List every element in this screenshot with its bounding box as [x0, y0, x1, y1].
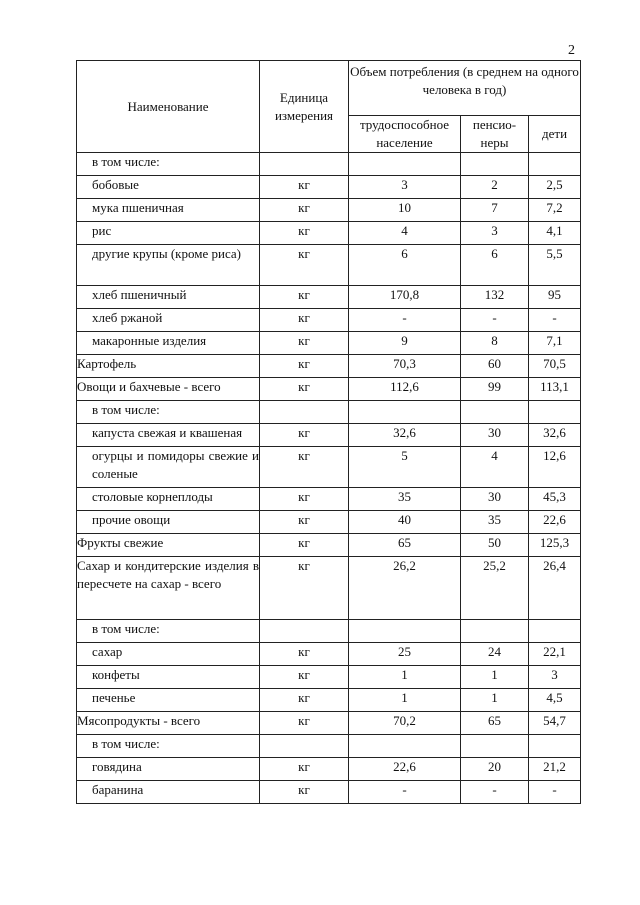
row-unit-cell: кг [260, 309, 349, 332]
row-working-value: 1 [349, 689, 461, 712]
row-pensioners-value [461, 153, 529, 176]
table-row [77, 355, 581, 378]
row-pensioners-value: 35 [461, 511, 529, 534]
row-pensioners-value: 30 [461, 488, 529, 511]
table-header [77, 61, 581, 153]
row-name-cell: в том числе: [77, 620, 260, 643]
row-pensioners-value: 24 [461, 643, 529, 666]
row-name-cell: печенье [77, 689, 260, 712]
row-pensioners-value: 25,2 [461, 557, 529, 620]
row-unit-cell: кг [260, 643, 349, 666]
table-row [77, 643, 581, 666]
row-working-value: 65 [349, 534, 461, 557]
row-children-value: 12,6 [529, 447, 581, 488]
row-unit-cell: кг [260, 245, 349, 286]
row-name-cell: бобовые [77, 176, 260, 199]
row-working-value: 6 [349, 245, 461, 286]
table-row [77, 758, 581, 781]
row-unit-cell: кг [260, 557, 349, 620]
row-unit-cell [260, 620, 349, 643]
table-row [77, 245, 581, 286]
table-row [77, 534, 581, 557]
row-name-cell: в том числе: [77, 401, 260, 424]
table-row [77, 447, 581, 488]
row-working-value: 9 [349, 332, 461, 355]
row-name-cell: огурцы и помидоры свежие и соленые [77, 447, 260, 488]
row-pensioners-value: 50 [461, 534, 529, 557]
row-unit-cell: кг [260, 666, 349, 689]
row-children-value [529, 153, 581, 176]
row-unit-cell: кг [260, 176, 349, 199]
row-working-value [349, 620, 461, 643]
row-unit-cell: кг [260, 355, 349, 378]
row-unit-cell: кг [260, 286, 349, 309]
row-pensioners-value [461, 620, 529, 643]
table-row [77, 511, 581, 534]
row-unit-cell: кг [260, 534, 349, 557]
table-row [77, 488, 581, 511]
row-unit-cell: кг [260, 199, 349, 222]
table-row [77, 557, 581, 620]
row-name-cell: Овощи и бахчевые - всего [77, 378, 260, 401]
row-children-value: 22,6 [529, 511, 581, 534]
row-name-cell: мука пшеничная [77, 199, 260, 222]
row-name-cell: капуста свежая и квашеная [77, 424, 260, 447]
row-children-value: 22,1 [529, 643, 581, 666]
row-working-value: - [349, 781, 461, 804]
row-unit-cell: кг [260, 511, 349, 534]
row-children-value: 113,1 [529, 378, 581, 401]
header-working-population: трудоспособное население [349, 116, 461, 153]
row-children-value: 26,4 [529, 557, 581, 620]
table-row [77, 199, 581, 222]
row-working-value: 170,8 [349, 286, 461, 309]
table-row [77, 222, 581, 245]
row-unit-cell [260, 735, 349, 758]
table-row [77, 176, 581, 199]
row-pensioners-value: 2 [461, 176, 529, 199]
header-pensioners: пенсио-неры [461, 116, 529, 153]
row-working-value [349, 153, 461, 176]
row-pensioners-value: 65 [461, 712, 529, 735]
table-row [77, 378, 581, 401]
header-unit: Единица измерения [260, 61, 349, 153]
row-children-value: 4,1 [529, 222, 581, 245]
row-name-cell: макаронные изделия [77, 332, 260, 355]
row-name-cell: хлеб пшеничный [77, 286, 260, 309]
row-children-value: - [529, 309, 581, 332]
row-children-value: 21,2 [529, 758, 581, 781]
row-unit-cell [260, 401, 349, 424]
table-row [77, 309, 581, 332]
row-name-cell: Мясопродукты - всего [77, 712, 260, 735]
header-children: дети [529, 116, 581, 153]
row-unit-cell: кг [260, 758, 349, 781]
row-unit-cell: кг [260, 447, 349, 488]
row-working-value: 22,6 [349, 758, 461, 781]
row-working-value: 25 [349, 643, 461, 666]
row-pensioners-value: - [461, 781, 529, 804]
row-pensioners-value: 132 [461, 286, 529, 309]
row-pensioners-value: 99 [461, 378, 529, 401]
row-pensioners-value: 60 [461, 355, 529, 378]
row-pensioners-value: 30 [461, 424, 529, 447]
row-children-value: 32,6 [529, 424, 581, 447]
table-row [77, 401, 581, 424]
row-children-value: 7,1 [529, 332, 581, 355]
table-body [77, 153, 581, 804]
header-volume: Объем потребления (в среднем на одного человека в год) [349, 61, 581, 116]
row-name-cell: конфеты [77, 666, 260, 689]
row-name-cell: прочие овощи [77, 511, 260, 534]
row-unit-cell [260, 153, 349, 176]
row-children-value: 2,5 [529, 176, 581, 199]
row-unit-cell: кг [260, 424, 349, 447]
row-pensioners-value: 3 [461, 222, 529, 245]
table-row [77, 286, 581, 309]
row-working-value: 10 [349, 199, 461, 222]
row-pensioners-value: 8 [461, 332, 529, 355]
page-number: 2 [568, 43, 575, 58]
table-row [77, 735, 581, 758]
row-pensioners-value: 20 [461, 758, 529, 781]
row-children-value: 3 [529, 666, 581, 689]
table-row [77, 712, 581, 735]
row-working-value: 70,2 [349, 712, 461, 735]
row-working-value: 26,2 [349, 557, 461, 620]
header-name: Наименование [77, 61, 260, 153]
row-working-value: - [349, 309, 461, 332]
row-children-value [529, 620, 581, 643]
row-working-value: 40 [349, 511, 461, 534]
row-name-cell: хлеб ржаной [77, 309, 260, 332]
row-pensioners-value [461, 401, 529, 424]
table-row [77, 153, 581, 176]
row-children-value: 5,5 [529, 245, 581, 286]
row-children-value: - [529, 781, 581, 804]
row-children-value: 70,5 [529, 355, 581, 378]
row-unit-cell: кг [260, 712, 349, 735]
table-row [77, 424, 581, 447]
row-pensioners-value: 1 [461, 689, 529, 712]
row-name-cell: Фрукты свежие [77, 534, 260, 557]
row-children-value [529, 401, 581, 424]
row-unit-cell: кг [260, 332, 349, 355]
row-children-value: 125,3 [529, 534, 581, 557]
row-pensioners-value: - [461, 309, 529, 332]
table-row [77, 689, 581, 712]
row-pensioners-value: 6 [461, 245, 529, 286]
row-working-value: 70,3 [349, 355, 461, 378]
row-working-value: 35 [349, 488, 461, 511]
table-row [77, 620, 581, 643]
row-name-cell: сахар [77, 643, 260, 666]
row-children-value: 45,3 [529, 488, 581, 511]
row-children-value: 54,7 [529, 712, 581, 735]
row-working-value: 112,6 [349, 378, 461, 401]
row-unit-cell: кг [260, 488, 349, 511]
table-row [77, 666, 581, 689]
row-unit-cell: кг [260, 378, 349, 401]
row-working-value: 1 [349, 666, 461, 689]
row-name-cell: в том числе: [77, 153, 260, 176]
row-name-cell: Картофель [77, 355, 260, 378]
row-working-value: 3 [349, 176, 461, 199]
row-name-cell: столовые корнеплоды [77, 488, 260, 511]
consumption-table [76, 60, 581, 804]
row-children-value: 95 [529, 286, 581, 309]
row-name-cell: другие крупы (кроме риса) [77, 245, 260, 286]
row-working-value: 32,6 [349, 424, 461, 447]
row-children-value: 4,5 [529, 689, 581, 712]
row-pensioners-value: 1 [461, 666, 529, 689]
row-pensioners-value: 4 [461, 447, 529, 488]
row-unit-cell: кг [260, 781, 349, 804]
row-unit-cell: кг [260, 689, 349, 712]
row-working-value: 4 [349, 222, 461, 245]
row-children-value: 7,2 [529, 199, 581, 222]
table-row [77, 332, 581, 355]
row-name-cell: рис [77, 222, 260, 245]
row-children-value [529, 735, 581, 758]
row-working-value [349, 401, 461, 424]
row-pensioners-value [461, 735, 529, 758]
row-working-value: 5 [349, 447, 461, 488]
row-working-value [349, 735, 461, 758]
table-row [77, 781, 581, 804]
row-name-cell: Сахар и кондитерские изделия в пересчете на сахар - всего [77, 557, 260, 620]
row-unit-cell: кг [260, 222, 349, 245]
row-name-cell: баранина [77, 781, 260, 804]
row-name-cell: в том числе: [77, 735, 260, 758]
row-pensioners-value: 7 [461, 199, 529, 222]
row-name-cell: говядина [77, 758, 260, 781]
